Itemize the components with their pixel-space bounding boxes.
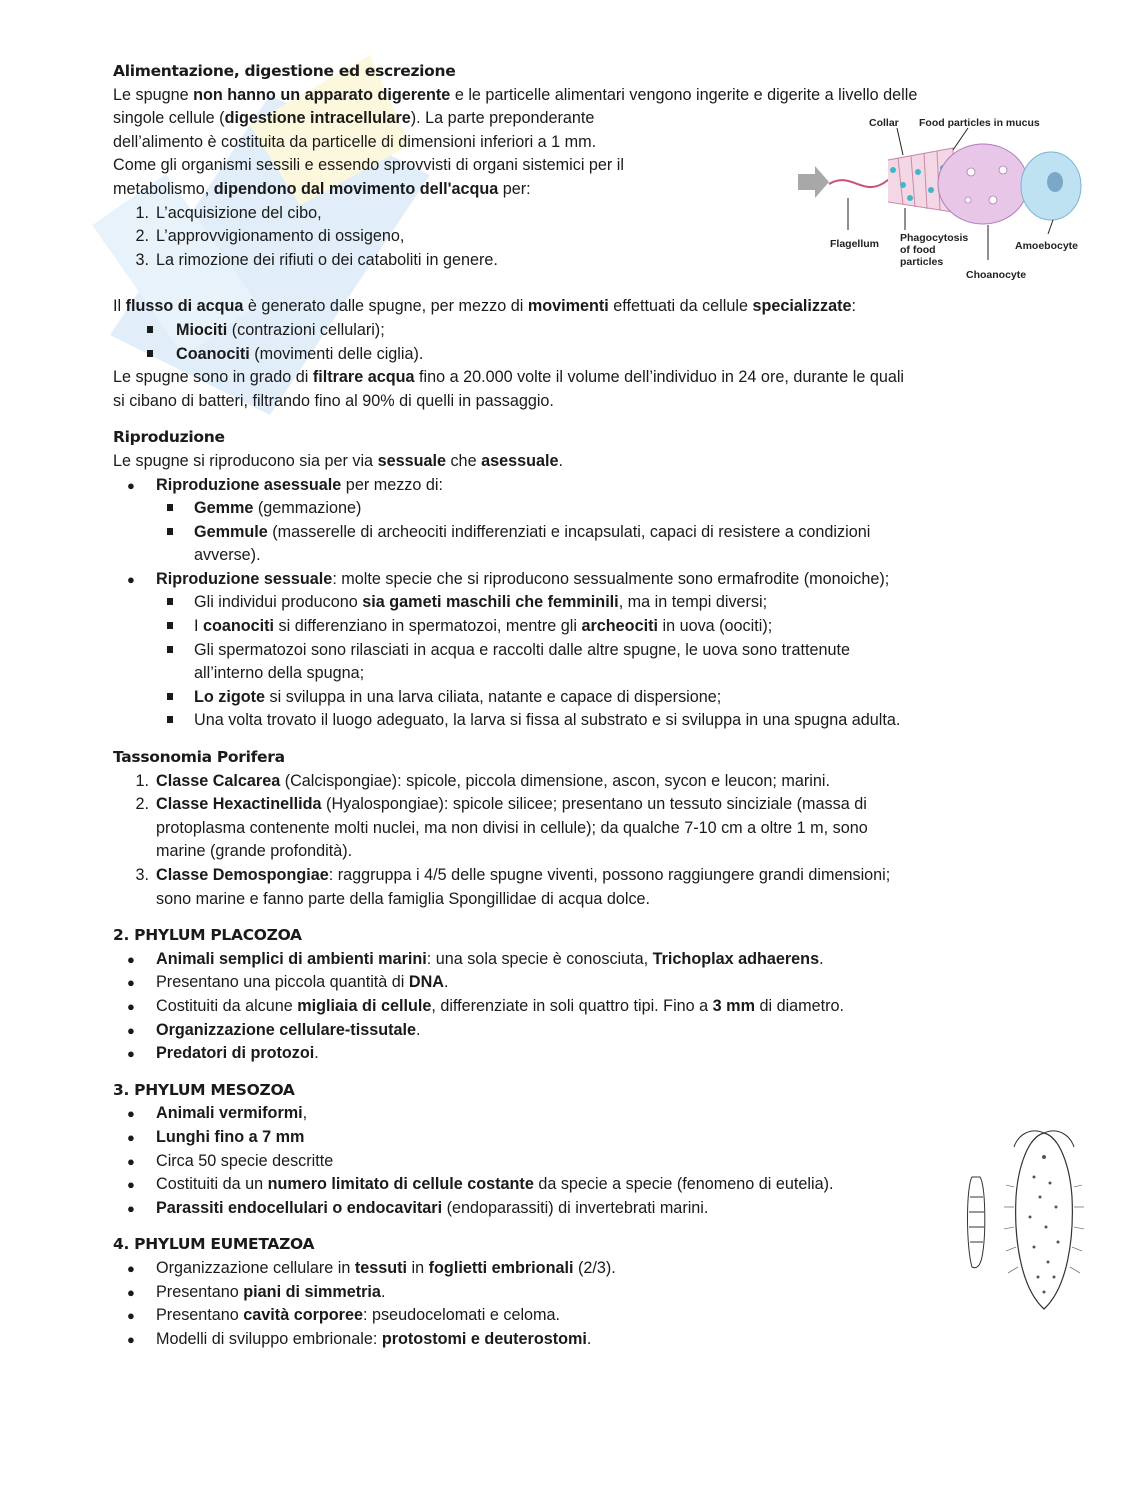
heading-eumetazoa: 4. PHYLUM EUMETAZOA [113, 1235, 315, 1254]
bullet-dot-icon: ● [127, 1284, 135, 1300]
label-food-particles: Food particles in mucus [919, 117, 1040, 129]
label-of-food: of food [900, 244, 936, 256]
label-collar: Collar [869, 117, 899, 129]
list-item: ● Presentano una piccola quantità di DNA. [113, 971, 1053, 995]
list-item: ● Costituiti da un numero limitato di cellule costante da specie a specie (fenomeno di eutelia). [113, 1173, 1053, 1197]
list-item: ● Modelli di sviluppo embrionale: protostomi e deuterostomi. [113, 1328, 1053, 1352]
heading-mesozoa: 3. PHYLUM MESOZOA [113, 1080, 295, 1099]
square-bullet-icon [167, 622, 173, 629]
bullet-dot-icon: ● [127, 1200, 135, 1216]
list-item: ● Lunghi fino a 7 mm [113, 1126, 1053, 1150]
label-particles: particles [900, 256, 944, 268]
list-item: Una volta trovato il luogo adeguato, la larva si fissa al substrato e si sviluppa in una spugna adulta. [113, 709, 1053, 733]
square-bullet-icon [167, 528, 173, 535]
list-item: 1. L’acquisizione del cibo, [135, 203, 322, 222]
label-amoebocyte: Amoebocyte [1015, 240, 1079, 252]
paragraph-line: dell’alimento è costituita da particelle di dimensioni inferiori a 1 mm. [113, 132, 597, 151]
square-bullet-icon [167, 646, 173, 653]
square-bullet-icon [167, 716, 173, 723]
needs-list [113, 202, 1053, 273]
list-item: ● Costituiti da alcune migliaia di cellule, differenziate in soli quattro tipi. Fino a 3 mm di diametro. [113, 995, 1053, 1019]
reproduction-list [113, 568, 1053, 592]
bullet-dot-icon: ● [127, 1022, 135, 1038]
heading-placozoa: 2. PHYLUM PLACOZOA [113, 926, 302, 945]
bullet-dot-icon: ● [127, 1129, 135, 1145]
list-item: Coanociti (movimenti delle ciglia). [113, 343, 1053, 367]
list-item: ● Circa 50 specie descritte [113, 1150, 1053, 1174]
bullet-dot-icon: ● [127, 1260, 135, 1276]
square-bullet-icon [147, 350, 153, 357]
square-bullet-icon [167, 693, 173, 700]
bullet-dot-icon: ● [127, 1177, 135, 1193]
list-item: I coanociti si differenziano in spermatozoi, mentre gli archeociti in uova (oociti); [113, 615, 1053, 639]
document-body [113, 60, 1053, 1351]
list-item: ● Animali vermiformi, [113, 1102, 1053, 1126]
square-bullet-icon [167, 504, 173, 511]
bullet-dot-icon: ● [127, 477, 135, 493]
bullet-dot-icon: ● [127, 975, 135, 991]
asexual-sublist [113, 497, 1053, 568]
list-item: 2. L’approvvigionamento di ossigeno, [135, 227, 405, 246]
list-item: Lo zigote si sviluppa in una larva ciliata, natante e capace di dispersione; [113, 686, 1053, 710]
list-item: Miociti (contrazioni cellulari); [113, 319, 1053, 343]
reproduction-list [113, 474, 1053, 498]
taxonomy-list [113, 770, 1053, 912]
heading-riproduzione: Riproduzione [113, 428, 225, 447]
square-bullet-icon [147, 326, 153, 333]
paragraph-line: metabolismo, dipendono dal movimento dell'acqua per: [113, 179, 531, 198]
list-item: 2. Classe Hexactinellida (Hyalospongiae): spicole silicee; presentano un tessuto sinciziale (massa di protoplasma contenente molti nuclei, ma non divisi in cellule); da qualche 7-10 cm a oltre 1 m, sono marine (grande profondità). [135, 795, 868, 861]
list-item: ● Animali semplici di ambienti marini: una sola specie è conosciuta, Trichoplax adhaerens. [113, 948, 1053, 972]
list-item: 1. Classe Calcarea (Calcispongiae): spicole, piccola dimensione, ascon, sycon e leucon; marini. [135, 771, 830, 790]
list-item: Gemmule (masserelle di archeociti indifferenziati e incapsulati, capaci di resistere a condizioni avverse). [113, 521, 1053, 568]
bullet-dot-icon: ● [127, 571, 135, 587]
sexual-sublist [113, 591, 1053, 733]
list-item: ● Organizzazione cellulare-tissutale. [113, 1019, 1053, 1043]
paragraph-line: Il flusso di acqua è generato dalle spugne, per mezzo di movimenti effettuati da cellule specializzate: [113, 297, 856, 316]
bullet-dot-icon: ● [127, 1046, 135, 1062]
paragraph-line: Le spugne si riproducono sia per via sessuale che asessuale. [113, 451, 563, 470]
bullet-dot-icon: ● [127, 1331, 135, 1347]
paragraph-line: si cibano di batteri, filtrando fino al 90% di quelli in passaggio. [113, 391, 554, 410]
paragraph-line: singole cellule (digestione intracellulare). La parte preponderante [113, 109, 595, 128]
label-flagellum: Flagellum [830, 238, 880, 250]
list-item: ● Riproduzione asessuale per mezzo di: [113, 474, 1053, 498]
list-item: 3. Classe Demospongiae: raggruppa i 4/5 delle spugne viventi, possono raggiungere grandi dimensioni; sono marine e fanno parte della famiglia Spongillidae di acqua dolce. [135, 866, 891, 908]
list-item: ● Riproduzione sessuale: molte specie che si riproducono sessualmente sono ermafrodite (monoiche); [113, 568, 1053, 592]
label-phagocytosis: Phagocytosis [900, 232, 969, 244]
bullet-dot-icon: ● [127, 1153, 135, 1169]
list-item: Gli individui producono sia gameti maschili che femminili, ma in tempi diversi; [113, 591, 1053, 615]
list-item: ● Organizzazione cellulare in tessuti in foglietti embrionali (2/3). [113, 1257, 1053, 1281]
cells-list [113, 319, 1053, 366]
list-item: ● Parassiti endocellulari o endocavitari (endoparassiti) di invertebrati marini. [113, 1197, 1053, 1221]
list-item: Gemme (gemmazione) [113, 497, 1053, 521]
eumetazoa-list [113, 1257, 1053, 1351]
list-item: ● Presentano piani di simmetria. [113, 1281, 1053, 1305]
bullet-dot-icon: ● [127, 951, 135, 967]
bullet-dot-icon: ● [127, 998, 135, 1014]
heading-alimentazione: Alimentazione, digestione ed escrezione [113, 62, 456, 80]
paragraph-line: Come gli organismi sessili e essendo sprovvisti di organi sistemici per il [113, 156, 624, 175]
list-item: 3. La rimozione dei rifiuti o dei cataboliti in genere. [135, 250, 498, 269]
bullet-dot-icon: ● [127, 1106, 135, 1122]
label-choanocyte: Choanocyte [966, 269, 1027, 281]
paragraph-line: Le spugne non hanno un apparato digerente e le particelle alimentari vengono ingerite e digerite a livello delle [113, 85, 918, 104]
placozoa-list [113, 948, 1053, 1066]
list-item: ● Presentano cavità corporee: pseudocelomati e celoma. [113, 1304, 1053, 1328]
mesozoa-list [113, 1102, 1053, 1220]
heading-tassonomia: Tassonomia Porifera [113, 748, 285, 767]
list-item: ● Predatori di protozoi. [113, 1042, 1053, 1066]
bullet-dot-icon: ● [127, 1308, 135, 1324]
list-item: Gli spermatozoi sono rilasciati in acqua e raccolti dalle altre spugne, le uova sono trattenute all’interno della spugna; [113, 639, 1053, 686]
square-bullet-icon [167, 598, 173, 605]
paragraph-line: Le spugne sono in grado di filtrare acqua fino a 20.000 volte il volume dell’individuo in 24 ore, durante le quali [113, 368, 905, 387]
